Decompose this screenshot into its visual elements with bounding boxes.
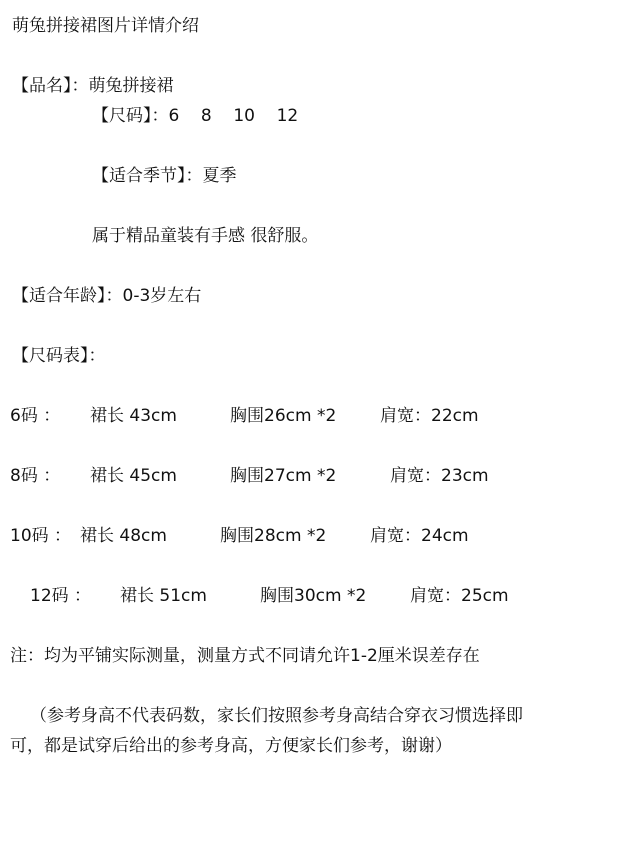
size-label: 12码 ： — [30, 586, 92, 606]
shoulder-width: 肩宽：24cm — [370, 526, 469, 546]
size-table-heading: 【尺码表】： — [12, 346, 106, 366]
size-label: 8码 ： — [10, 466, 61, 486]
age-line: 【适合年龄】：0-3岁左右 — [12, 286, 202, 306]
reference-line-2: 可，都是试穿后给出的参考身高，方便家长们参考，谢谢） — [10, 736, 452, 756]
note-line: 注：均为平铺实际测量，测量方式不同请允许1-2厘米误差存在 — [10, 646, 480, 666]
skirt-length: 裙长 45cm — [90, 466, 177, 486]
shoulder-width: 肩宽：23cm — [390, 466, 489, 486]
reference-line-1: （参考身高不代表码数，家长们按照参考身高结合穿衣习惯选择即 — [30, 706, 523, 726]
season-line: 【适合季节】：夏季 — [92, 166, 237, 186]
chest-measure: 胸围30cm *2 — [260, 586, 367, 606]
skirt-length: 裙长 48cm — [80, 526, 167, 546]
product-name-line: 【品名】：萌兔拼接裙 — [12, 76, 174, 96]
shoulder-width: 肩宽：22cm — [380, 406, 479, 426]
skirt-length: 裙长 51cm — [120, 586, 207, 606]
size-line: 【尺码】：6 8 10 12 — [92, 106, 299, 126]
size-label: 6码 ： — [10, 406, 61, 426]
shoulder-width: 肩宽：25cm — [410, 586, 509, 606]
chest-measure: 胸围27cm *2 — [230, 466, 337, 486]
skirt-length: 裙长 43cm — [90, 406, 177, 426]
chest-measure: 胸围26cm *2 — [230, 406, 337, 426]
page-title: 萌兔拼接裙图片详情介绍 — [12, 16, 199, 36]
description-line: 属于精品童装有手感 很舒服。 — [92, 226, 319, 246]
size-label: 10码 ： — [10, 526, 72, 546]
chest-measure: 胸围28cm *2 — [220, 526, 327, 546]
